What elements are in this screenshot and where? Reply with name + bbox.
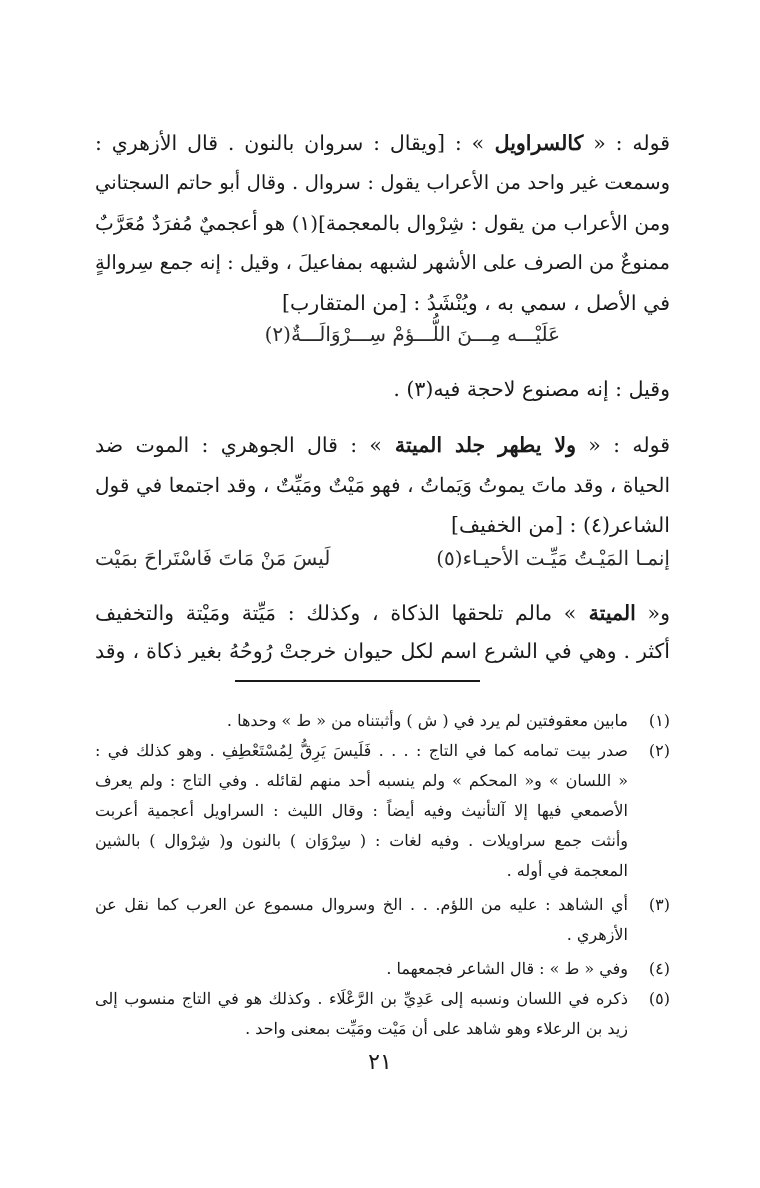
- footnote-text: الأصمعي فيها إلا آلتأنيث وفيه أيضاً : وقال الليث : السراويل أعجمية أعربت: [95, 801, 628, 820]
- text-line: الحياة ، وقد ماتَ يموتُ وَيَماتُ ، فهو مَيْتٌ ومَيِّتٌ ، وقد اجتمعا في قول: [95, 473, 670, 497]
- footnote-text: الأزهري .: [566, 925, 628, 944]
- page-number: ٢١: [368, 1050, 392, 1075]
- verse-first-hemistich: إنمـا المَيْـتُ مَيِّـت الأحيـاء(٥): [436, 546, 670, 570]
- text-line: أكثر . وهي في الشرع اسم لكل حيوان خرجتْ رُوحُهُ بغير ذكاة ، وقد: [95, 639, 670, 663]
- footnote-text: « اللسان » و« المحكم » ولم ينسبه أحد منهم لقائله . وفي التاج : ولم يعرف: [95, 771, 628, 790]
- verse-line: عَلَيْـــه مِـــنَ اللُّـــؤمْ سِـــرْوَالَـــةٌ(٢): [264, 322, 560, 346]
- footnote-number: (٢): [648, 741, 670, 760]
- footnote-3: [95, 890, 670, 920]
- footnote-text: وأنثت جمع سراويلات . وفيه لغات : ( سِرْوَان ) بالنون و( شِرْوال ) بالشين: [95, 831, 628, 850]
- text-line: وقيل : إنه مصنوع لاحجة فيه(٣) .: [393, 377, 670, 401]
- text-line: في الأصل ، سمي به ، ويُنْشَدُ : [من المتقارب]: [281, 291, 670, 315]
- footnote-text: أي الشاهد : عليه من اللؤم. . . الخ وسروال مسموع عن العرب كما نقل عن: [95, 895, 628, 914]
- footnote-text: ذكره في اللسان ونسبه إلى عَدِيِّ بن الرَّعْلَاء . وكذلك هو في التاج منسوب إلى: [95, 989, 628, 1008]
- footnote-number: (٣): [648, 895, 670, 914]
- footnote-text: وفي « ط » : قال الشاعر فجمعهما .: [386, 959, 628, 978]
- footnote-text: مابين معقوفتين لم يرد في ( ش ) وأثبتناه من « ط » وحدها .: [226, 711, 628, 730]
- text-line: و« الميتة » مالم تلحقها الذكاة ، وكذلك : مَيِّتة ومَيْتة والتخفيف: [95, 601, 670, 625]
- footnote-number: (١): [648, 711, 670, 730]
- footnote-4: [95, 954, 670, 984]
- text-line: ممنوعٌ من الصرف على الأشهر لشبهه بمفاعيلَ ، وقيل : إنه جمع سِروالةٍ: [95, 251, 670, 274]
- footnote-2: [95, 736, 670, 766]
- text-line: قوله : « ولا يطهر جلد الميتة » : قال الجوهري : الموت ضد: [95, 433, 671, 457]
- verse-second-hemistich: لَيسَ مَنْ مَاتَ فَاسْتَراحَ بمَيْت: [95, 546, 331, 570]
- footnote-number: (٥): [648, 989, 670, 1008]
- footnote-number: (٤): [648, 959, 670, 978]
- text-line: ومن الأعراب من يقول : شِرْوال بالمعجمة](١) هو أعجميٌ مُفرَدٌ مُعَرَّبٌ: [95, 211, 670, 235]
- footnote-5: [95, 984, 670, 1014]
- text-line: الشاعر(٤) : [من الخفيف]: [450, 513, 670, 537]
- text-line: قوله : « كالسراويل » : [ويقال : سروان بالنون . قال الأزهري :: [95, 131, 670, 155]
- footnotes: [95, 0, 670, 1188]
- footnote-text: المعجمة في أوله .: [506, 861, 628, 880]
- footnote-text: صدر بيت تمامه كما في التاج : . . . فَلَيسَ يَرِقُّ لِمُسْتَعْطِفِ . وهو كذلك في :: [95, 741, 628, 760]
- text-line: وسمعت غير واحد من الأعراب يقول : سروال . وقال أبو حاتم السجتاني: [95, 171, 670, 194]
- footnote-1: [95, 706, 670, 736]
- footnote-text: زيد بن الرعلاء وهو شاهد على أن مَيْت ومَيِّت بمعنى واحد .: [245, 1019, 628, 1038]
